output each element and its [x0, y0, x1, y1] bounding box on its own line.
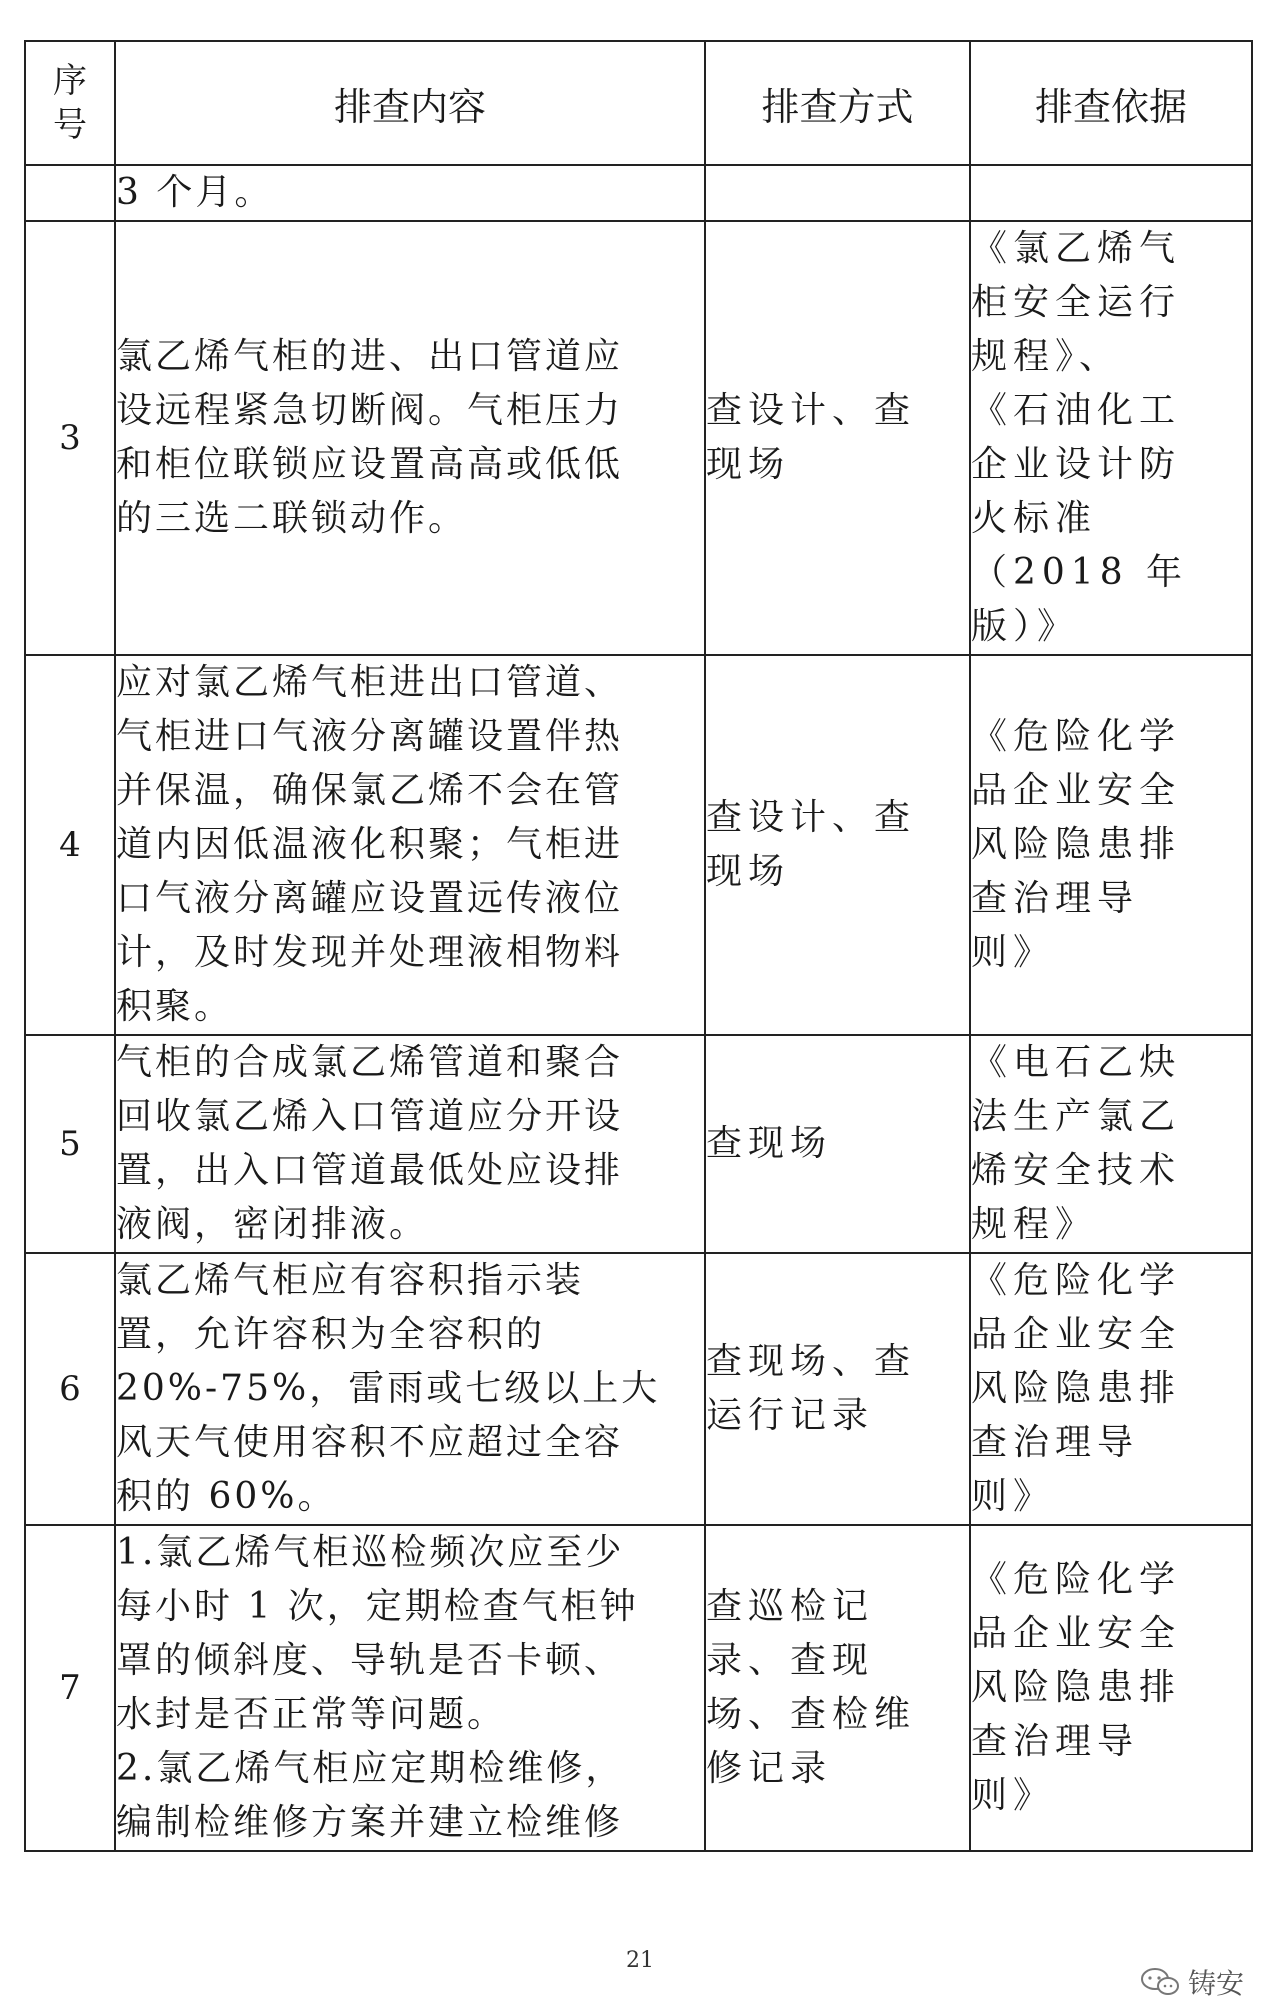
row-content-line: 回收氯乙烯入口管道应分开设: [116, 1096, 624, 1137]
table-row: [25, 655, 1252, 1035]
row-basis-line: 则》: [971, 1775, 1056, 1816]
row-content-line: 2.氯乙烯气柜应定期检维修，: [116, 1748, 625, 1789]
row-basis-line: 法生产氯乙: [971, 1096, 1182, 1137]
row-content-line: 气柜进口气液分离罐设置伴热: [116, 716, 624, 757]
row-content-line: 液阀，密闭排液。: [116, 1204, 429, 1245]
row-content: [115, 1035, 705, 1253]
header-seq-char-1: 序: [53, 61, 87, 101]
table-row: [25, 1035, 1252, 1253]
row-method-line: 查设计、查: [706, 797, 917, 838]
row-content-line: 道内因低温液化积聚；气柜进: [116, 824, 624, 865]
row-basis-line: 《危险化学: [971, 1260, 1182, 1301]
row-content: [115, 1253, 705, 1525]
row-method-line: 查巡检记: [706, 1586, 875, 1627]
row-content-line: 气柜的合成氯乙烯管道和聚合: [116, 1042, 624, 1083]
row-basis-line: 柜安全运行: [971, 282, 1182, 323]
row-basis-line: 版）》: [971, 606, 1080, 647]
row-content-line: 的三选二联锁动作。: [116, 498, 468, 539]
row-basis-line: 风险隐患排: [971, 1368, 1182, 1409]
table-row: [25, 1253, 1252, 1525]
row-method-line: 运行记录: [706, 1395, 875, 1436]
row-content-line: 1.氯乙烯气柜巡检频次应至少: [116, 1532, 625, 1573]
row-basis: [970, 165, 1252, 221]
row-content-line: 积的 60%。: [116, 1476, 337, 1517]
row-basis-line: 《电石乙炔: [971, 1042, 1182, 1083]
row-basis-line: 规程》、: [971, 336, 1122, 377]
row-basis-line: 火标准: [971, 498, 1098, 539]
row-method: [705, 1525, 970, 1851]
header-content: 排查内容: [115, 41, 705, 165]
row-content-line: 编制检维修方案并建立检维修: [116, 1802, 624, 1843]
header-basis: 排查依据: [970, 41, 1252, 165]
row-basis-line: 风险隐患排: [971, 824, 1182, 865]
row-content-line: 口气液分离罐应设置远传液位: [116, 878, 624, 919]
table-row: [25, 1525, 1252, 1851]
row-content-line: 和柜位联锁应设置高高或低低: [116, 444, 624, 485]
row-method-line: 现场: [706, 444, 791, 485]
row-method-line: 录、查现: [706, 1640, 875, 1681]
row-content-line: 应对氯乙烯气柜进出口管道、: [116, 662, 624, 703]
row-basis-line: 风险隐患排: [971, 1667, 1182, 1708]
header-seq-char-2: 号: [53, 105, 87, 145]
row-basis-line: 品企业安全: [971, 1314, 1182, 1355]
watermark: [1140, 1962, 1244, 2002]
row-basis-line: 规程》: [971, 1204, 1098, 1245]
row-seq: 6: [25, 1253, 115, 1525]
row-basis-line: （2018 年: [971, 552, 1189, 593]
row-content-line: 3 个月。: [116, 172, 274, 213]
row-content-line: 罩的倾斜度、导轨是否卡顿、: [116, 1640, 624, 1681]
row-method: [705, 1253, 970, 1525]
row-content-line: 设远程紧急切断阀。气柜压力: [116, 390, 624, 431]
row-content-line: 积聚。: [116, 986, 234, 1027]
row-basis: [970, 1035, 1252, 1253]
row-method-line: 查设计、查: [706, 390, 917, 431]
row-seq: 3: [25, 221, 115, 655]
row-basis: [970, 1253, 1252, 1525]
header-method: 排查方式: [705, 41, 970, 165]
row-method: [705, 655, 970, 1035]
row-content-line: 20%-75%，雷雨或七级以上大: [116, 1368, 661, 1409]
row-method-line: 修记录: [706, 1748, 833, 1789]
row-content-line: 每小时 1 次，定期检查气柜钟: [116, 1586, 639, 1627]
row-method-line: 查现场: [706, 1123, 833, 1164]
row-content: [115, 1525, 705, 1851]
row-content: [115, 655, 705, 1035]
row-content-line: 置，允许容积为全容积的: [116, 1314, 546, 1355]
row-method-line: 场、查检维: [706, 1694, 917, 1735]
row-basis-line: 烯安全技术: [971, 1150, 1182, 1191]
row-method: [705, 221, 970, 655]
table-row: [25, 165, 1252, 221]
row-content-line: 风天气使用容积不应超过全容: [116, 1422, 624, 1463]
row-method: [705, 165, 970, 221]
table-header-row: [25, 41, 1252, 165]
row-basis-line: 则》: [971, 1476, 1056, 1517]
row-basis-line: 品企业安全: [971, 1613, 1182, 1654]
row-basis-line: 企业设计防: [971, 444, 1182, 485]
row-basis-line: 《石油化工: [971, 390, 1182, 431]
row-method-line: 查现场、查: [706, 1341, 917, 1382]
row-content-line: 氯乙烯气柜的进、出口管道应: [116, 336, 624, 377]
row-seq: 4: [25, 655, 115, 1035]
row-basis-line: 查治理导: [971, 1422, 1140, 1463]
row-content: [115, 165, 705, 221]
row-basis-line: 则》: [971, 932, 1056, 973]
row-basis-line: 《危险化学: [971, 716, 1182, 757]
row-content-line: 氯乙烯气柜应有容积指示装: [116, 1260, 585, 1301]
row-basis: [970, 655, 1252, 1035]
inspection-table: [24, 40, 1253, 1852]
row-basis-line: 品企业安全: [971, 770, 1182, 811]
page-number: 21: [626, 1948, 654, 1973]
row-basis: [970, 221, 1252, 655]
row-basis-line: 查治理导: [971, 878, 1140, 919]
row-content-line: 置，出入口管道最低处应设排: [116, 1150, 624, 1191]
row-basis-line: 查治理导: [971, 1721, 1140, 1762]
row-content-line: 并保温，确保氯乙烯不会在管: [116, 770, 624, 811]
row-basis: [970, 1525, 1252, 1851]
row-seq: [25, 165, 115, 221]
row-content: [115, 221, 705, 655]
row-method-line: 现场: [706, 851, 791, 892]
table-row: [25, 221, 1252, 655]
row-basis-line: 《氯乙烯气: [971, 228, 1182, 269]
chat-bubble-icon: [1140, 1966, 1180, 1998]
row-seq: 7: [25, 1525, 115, 1851]
watermark-text: 铸安: [1187, 1967, 1244, 2000]
row-content-line: 水封是否正常等问题。: [116, 1694, 507, 1735]
row-method: [705, 1035, 970, 1253]
row-basis-line: 《危险化学: [971, 1559, 1182, 1600]
row-content-line: 计，及时发现并处理液相物料: [116, 932, 624, 973]
header-seq: [25, 41, 115, 165]
row-seq: 5: [25, 1035, 115, 1253]
